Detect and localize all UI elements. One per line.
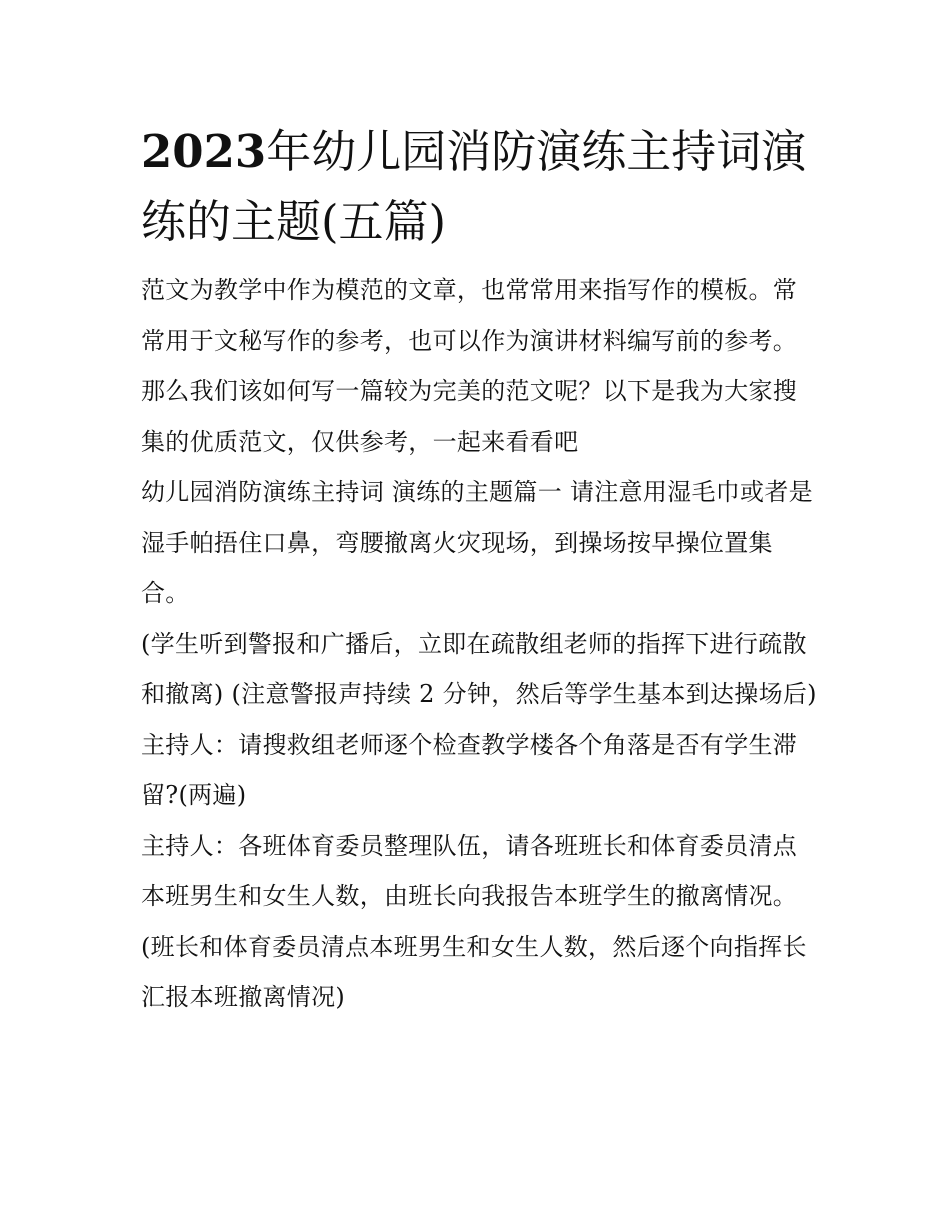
title-year: 2023 bbox=[141, 125, 267, 178]
body-paragraph: 幼儿园消防演练主持词 演练的主题篇一 请注意用湿毛巾或者是湿手帕捂住口鼻，弯腰撤离火灾现场，到操场按早操位置集合。 bbox=[141, 478, 813, 607]
body-paragraph: 主持人：各班体育委员整理队伍，请各班班长和体育委员清点本班男生和女生人数，由班长向我报告本班学生的撤离情况。 bbox=[141, 831, 798, 910]
body-paragraph: 主持人：请搜救组老师逐个检查教学楼各个角落是否有学生滞留?(两遍) bbox=[141, 730, 798, 809]
intro-paragraph: 范文为教学中作为模范的文章，也常常用来指写作的模板。常常用于文秘写作的参考，也可以作为演讲材料编写前的参考。那么我们该如何写一篇较为完美的范文呢？以下是我为大家搜集的优质范文，仅供参考，一起来看看吧 bbox=[141, 276, 798, 456]
document-body bbox=[141, 117, 817, 1023]
body-paragraph: (学生听到警报和广播后，立即在疏散组老师的指挥下进行疏散和撤离) (注意警报声持续 2 分钟，然后等学生基本到达操场后) bbox=[141, 629, 817, 708]
body-paragraph: (班长和体育委员清点本班男生和女生人数，然后逐个向指挥长汇报本班撤离情况) bbox=[141, 932, 807, 1011]
title-text: 年幼儿园消防演练主持词演练的主题(五篇) bbox=[141, 125, 807, 248]
document-title bbox=[141, 117, 817, 257]
